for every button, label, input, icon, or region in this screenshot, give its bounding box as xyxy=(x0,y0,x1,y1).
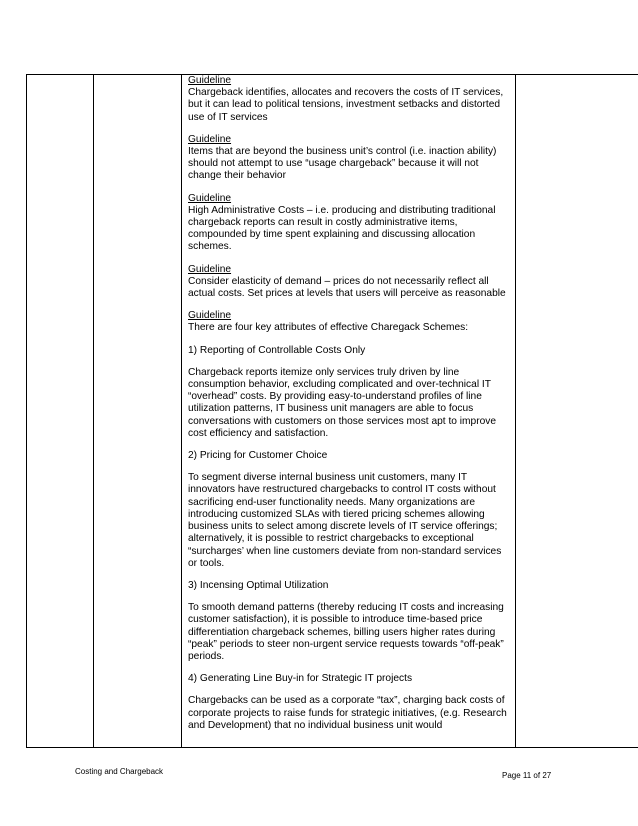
attribute-body: To smooth demand patterns (thereby reducing IT costs and increasing customer satisfaction), it is possible to introduce time-based price differentiation chargeback schemes, billing users higher rates during “peak” periods to steer non-urgent service requests towards “off-peak” periods. xyxy=(188,602,504,662)
guideline-heading: Guideline xyxy=(188,133,232,145)
guideline-text: Chargeback identifies, allocates and recovers the costs of IT services, but it can lead to political tensions, investment setbacks and distorted use of IT services xyxy=(188,87,504,123)
guideline-heading: Guideline xyxy=(188,192,232,204)
guideline-heading: Guideline xyxy=(188,263,232,275)
guideline-heading: Guideline xyxy=(188,75,232,86)
guideline-heading: Guideline xyxy=(188,310,232,322)
attribute-title: 4) Generating Line Buy-in for Strategic IT projects xyxy=(188,673,413,685)
guideline-block xyxy=(188,134,510,183)
footer-document-title: Costing and Chargeback xyxy=(75,767,164,776)
attribute-title: 1) Reporting of Controllable Costs Only xyxy=(188,344,366,356)
guideline-block xyxy=(188,264,510,301)
table-column-divider xyxy=(93,74,94,747)
guideline-block xyxy=(188,310,510,334)
guideline-text: Items that are beyond the business unit’s control (i.e. inaction ability) should not attempt to use “usage chargeback” because it will not change their behavior xyxy=(188,146,497,182)
guideline-cell xyxy=(188,75,510,742)
guideline-text: Consider elasticity of demand – prices do not necessarily reflect all actual costs. Set prices at levels that users will perceive as reasonable xyxy=(188,275,506,300)
table-column-divider xyxy=(26,74,27,747)
attribute-title: 3) Incensing Optimal Utilization xyxy=(188,579,329,591)
guideline-block xyxy=(188,193,510,254)
attribute-body: To segment diverse internal business unit customers, many IT innovators have restructured chargebacks to control IT costs without sacrificing end-user functionality needs. Many organizations are introducing customized SLAs with tiered pricing schemes allowing business units to select among discrete levels of IT service offerings; alternatively, it is possible to restrict chargebacks to exceptional “surcharges’ when line customers deviate from non-standard services or tools. xyxy=(188,472,502,569)
table-column-divider xyxy=(181,74,182,747)
attribute-title: 2) Pricing for Customer Choice xyxy=(188,450,328,462)
footer-page-number: Page 11 of 27 xyxy=(502,771,552,780)
attribute-body: Chargeback reports itemize only services truly driven by line consumption behavior, excluding complicated and over-technical IT “overhead” costs. By providing easy-to-understand profiles of line utilization patterns, IT business unit managers are able to focus conversations with customers on those services most apt to improve cost efficiency and satisfaction. xyxy=(188,366,497,439)
attribute-body: Chargebacks can be used as a corporate “tax”, charging back costs of corporate projects to raise funds for strategic initiatives, (e.g. Research and Development) that no individual business unit would xyxy=(188,695,507,731)
guideline-block xyxy=(188,75,510,124)
guideline-text: High Administrative Costs – i.e. producing and distributing traditional chargeback reports can result in costly administrative items, compounded by time spent explaining and discussing allocation schemes. xyxy=(188,204,496,253)
table-column-divider xyxy=(515,74,516,747)
guideline-text: There are four key attributes of effective Charegack Schemes: xyxy=(188,322,469,334)
